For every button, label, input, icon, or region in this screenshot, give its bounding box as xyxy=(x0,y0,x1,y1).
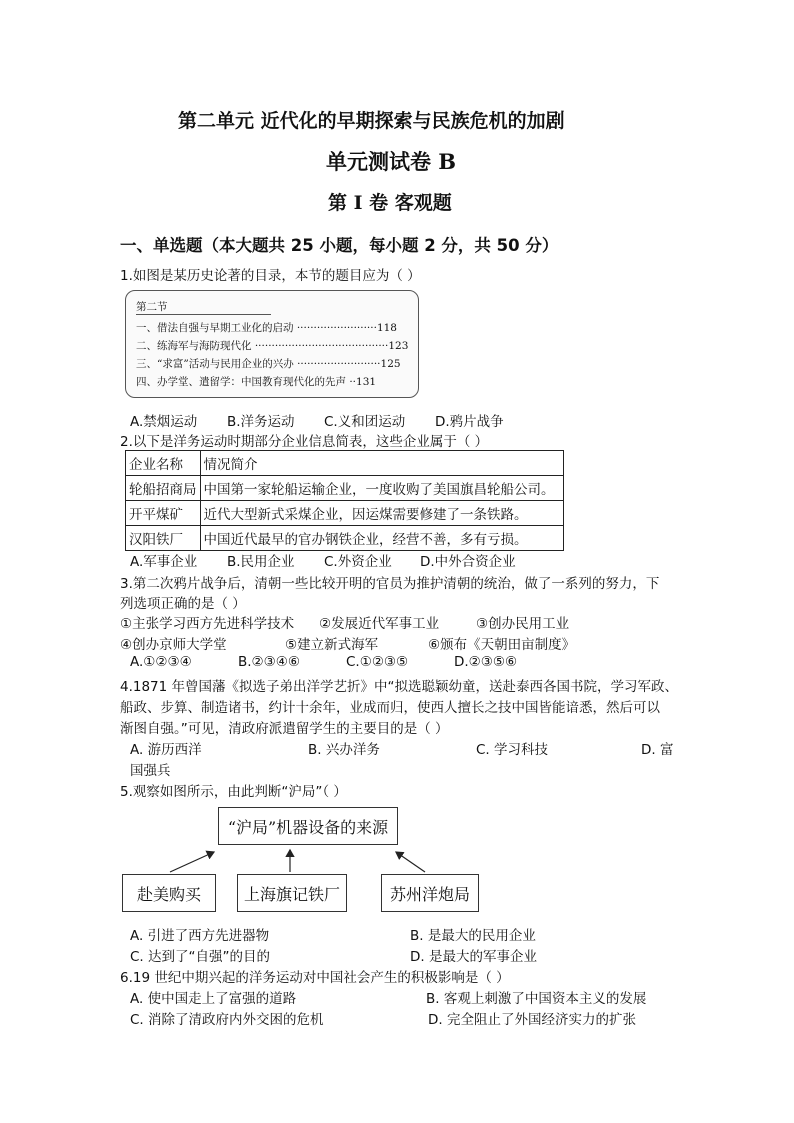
q6-option-c[interactable]: C. 消除了清政府内外交困的危机 xyxy=(130,1012,324,1028)
toc-line: 二、练海军与海防现代化 ········································123 xyxy=(136,340,409,352)
table-cell: 中国第一家轮船运输企业，一度收购了美国旗昌轮船公司。 xyxy=(200,476,563,501)
q4-option-d-continued: 国强兵 xyxy=(130,763,171,779)
diagram-right-box: 苏州洋炮局 xyxy=(381,874,479,912)
q1-option-d[interactable]: D.鸦片战争 xyxy=(435,414,504,430)
diagram-left-box: 赴美购买 xyxy=(122,874,216,912)
part-title: 第 I 卷 客观题 xyxy=(328,192,452,214)
section-heading: 一、单选题（本大题共 25 小题，每小题 2 分，共 50 分） xyxy=(120,236,559,255)
table-cell: 汉阳铁厂 xyxy=(126,526,201,551)
q6-option-a[interactable]: A. 使中国走上了富强的道路 xyxy=(130,991,297,1007)
toc-line: 四、办学堂、遣留学：中国教育现代化的先声 ··131 xyxy=(136,376,377,388)
question-3-stem-line2: 列选项正确的是（ ） xyxy=(120,596,246,612)
diagram-top-box: “沪局”机器设备的来源 xyxy=(218,807,398,845)
q4-option-d[interactable]: D. 富 xyxy=(641,742,674,758)
q3-item: ①主张学习西方先进科学技术 xyxy=(120,616,295,632)
q3-item: ②发展近代军事工业 xyxy=(319,616,440,632)
test-subtitle: 单元测试卷 B xyxy=(326,149,457,174)
q3-option-c[interactable]: C.①②③⑤ xyxy=(346,654,409,670)
q5-option-a[interactable]: A. 引进了西方先进器物 xyxy=(130,928,270,944)
q2-option-c[interactable]: C.外资企业 xyxy=(324,554,392,570)
q6-option-d[interactable]: D. 完全阻止了外国经济实力的扩张 xyxy=(428,1012,636,1028)
toc-heading: 第二节 xyxy=(136,299,271,315)
q2-option-b[interactable]: B.民用企业 xyxy=(227,554,295,570)
q1-option-b[interactable]: B.洋务运动 xyxy=(227,414,295,430)
q4-option-b[interactable]: B. 兴办洋务 xyxy=(308,742,380,758)
q5-option-c[interactable]: C. 达到了“自强”的目的 xyxy=(130,949,270,965)
question-6-stem: 6.19 世纪中期兴起的洋务运动对中国社会产生的积极影响是（ ） xyxy=(120,970,510,986)
q6-option-b[interactable]: B. 客观上刺激了中国资本主义的发展 xyxy=(426,991,647,1007)
q1-option-a[interactable]: A.禁烟运动 xyxy=(130,414,198,430)
table-cell: 开平煤矿 xyxy=(126,501,201,526)
question-4-line3: 渐图自强。”可见，清政府派遣留学生的主要目的是（ ） xyxy=(120,721,449,737)
q5-option-d[interactable]: D. 是最大的军事企业 xyxy=(410,949,537,965)
arrow-right xyxy=(396,852,425,872)
q3-item: ④创办京师大学堂 xyxy=(120,637,227,653)
q2-option-d[interactable]: D.中外合资企业 xyxy=(420,554,516,570)
question-4-line2: 船政、步算、制造诸书，约计十余年，业成而归，使西人擅长之技中国皆能谙悉，然后可以 xyxy=(120,700,660,716)
q3-item: ⑥颁布《天朝田亩制度》 xyxy=(428,637,576,653)
q3-item: ⑤建立新式海军 xyxy=(285,637,379,653)
q4-option-c[interactable]: C. 学习科技 xyxy=(476,742,549,758)
question-3-stem-line1: 3.第二次鸦片战争后，清朝一些比较开明的官员为推护清朝的统治，做了一系列的努力，下 xyxy=(120,576,660,592)
table-header-cell: 企业名称 xyxy=(126,451,201,476)
table-cell: 轮船招商局 xyxy=(126,476,201,501)
question-5-stem: 5.观察如图所示，由此判断“沪局”（ ） xyxy=(120,784,347,800)
q1-option-c[interactable]: C.义和团运动 xyxy=(324,414,406,430)
question-4-line1: 4.1871 年曾国藩《拟选子弟出洋学艺折》中“拟选聪颖幼童，送赴泰西各国书院，学习军政、 xyxy=(120,679,679,695)
table-cell: 近代大型新式采煤企业，因运煤需要修建了一条铁路。 xyxy=(200,501,563,526)
q2-option-a[interactable]: A.军事企业 xyxy=(130,554,198,570)
unit-title: 第二单元 近代化的早期探索与民族危机的加剧 xyxy=(178,110,565,132)
question-1-stem: 1.如图是某历史论著的目录，本节的题目应为（ ） xyxy=(120,268,421,284)
toc-line: 三、“求富”活动与民用企业的兴办 ·························125 xyxy=(136,358,401,370)
question-2-stem: 2.以下是洋务运动时期部分企业信息简表，这些企业属于（ ） xyxy=(120,434,489,450)
table-cell: 中国近代最早的官办钢铁企业，经营不善，多有亏损。 xyxy=(200,526,563,551)
diagram-middle-box: 上海旗记铁厂 xyxy=(237,874,347,912)
q5-option-b[interactable]: B. 是最大的民用企业 xyxy=(410,928,536,944)
q3-option-b[interactable]: B.②③④⑥ xyxy=(238,654,300,670)
q4-option-a[interactable]: A. 游历西洋 xyxy=(130,742,202,758)
q3-option-a[interactable]: A.①②③④ xyxy=(130,654,192,670)
q3-item: ③创办民用工业 xyxy=(476,616,570,632)
toc-line: 一、借法自强与早期工业化的启动 ························118 xyxy=(136,322,397,334)
table-header-cell: 情况简介 xyxy=(200,451,563,476)
q3-option-d[interactable]: D.②③⑤⑥ xyxy=(454,654,518,670)
arrow-left xyxy=(170,852,214,872)
